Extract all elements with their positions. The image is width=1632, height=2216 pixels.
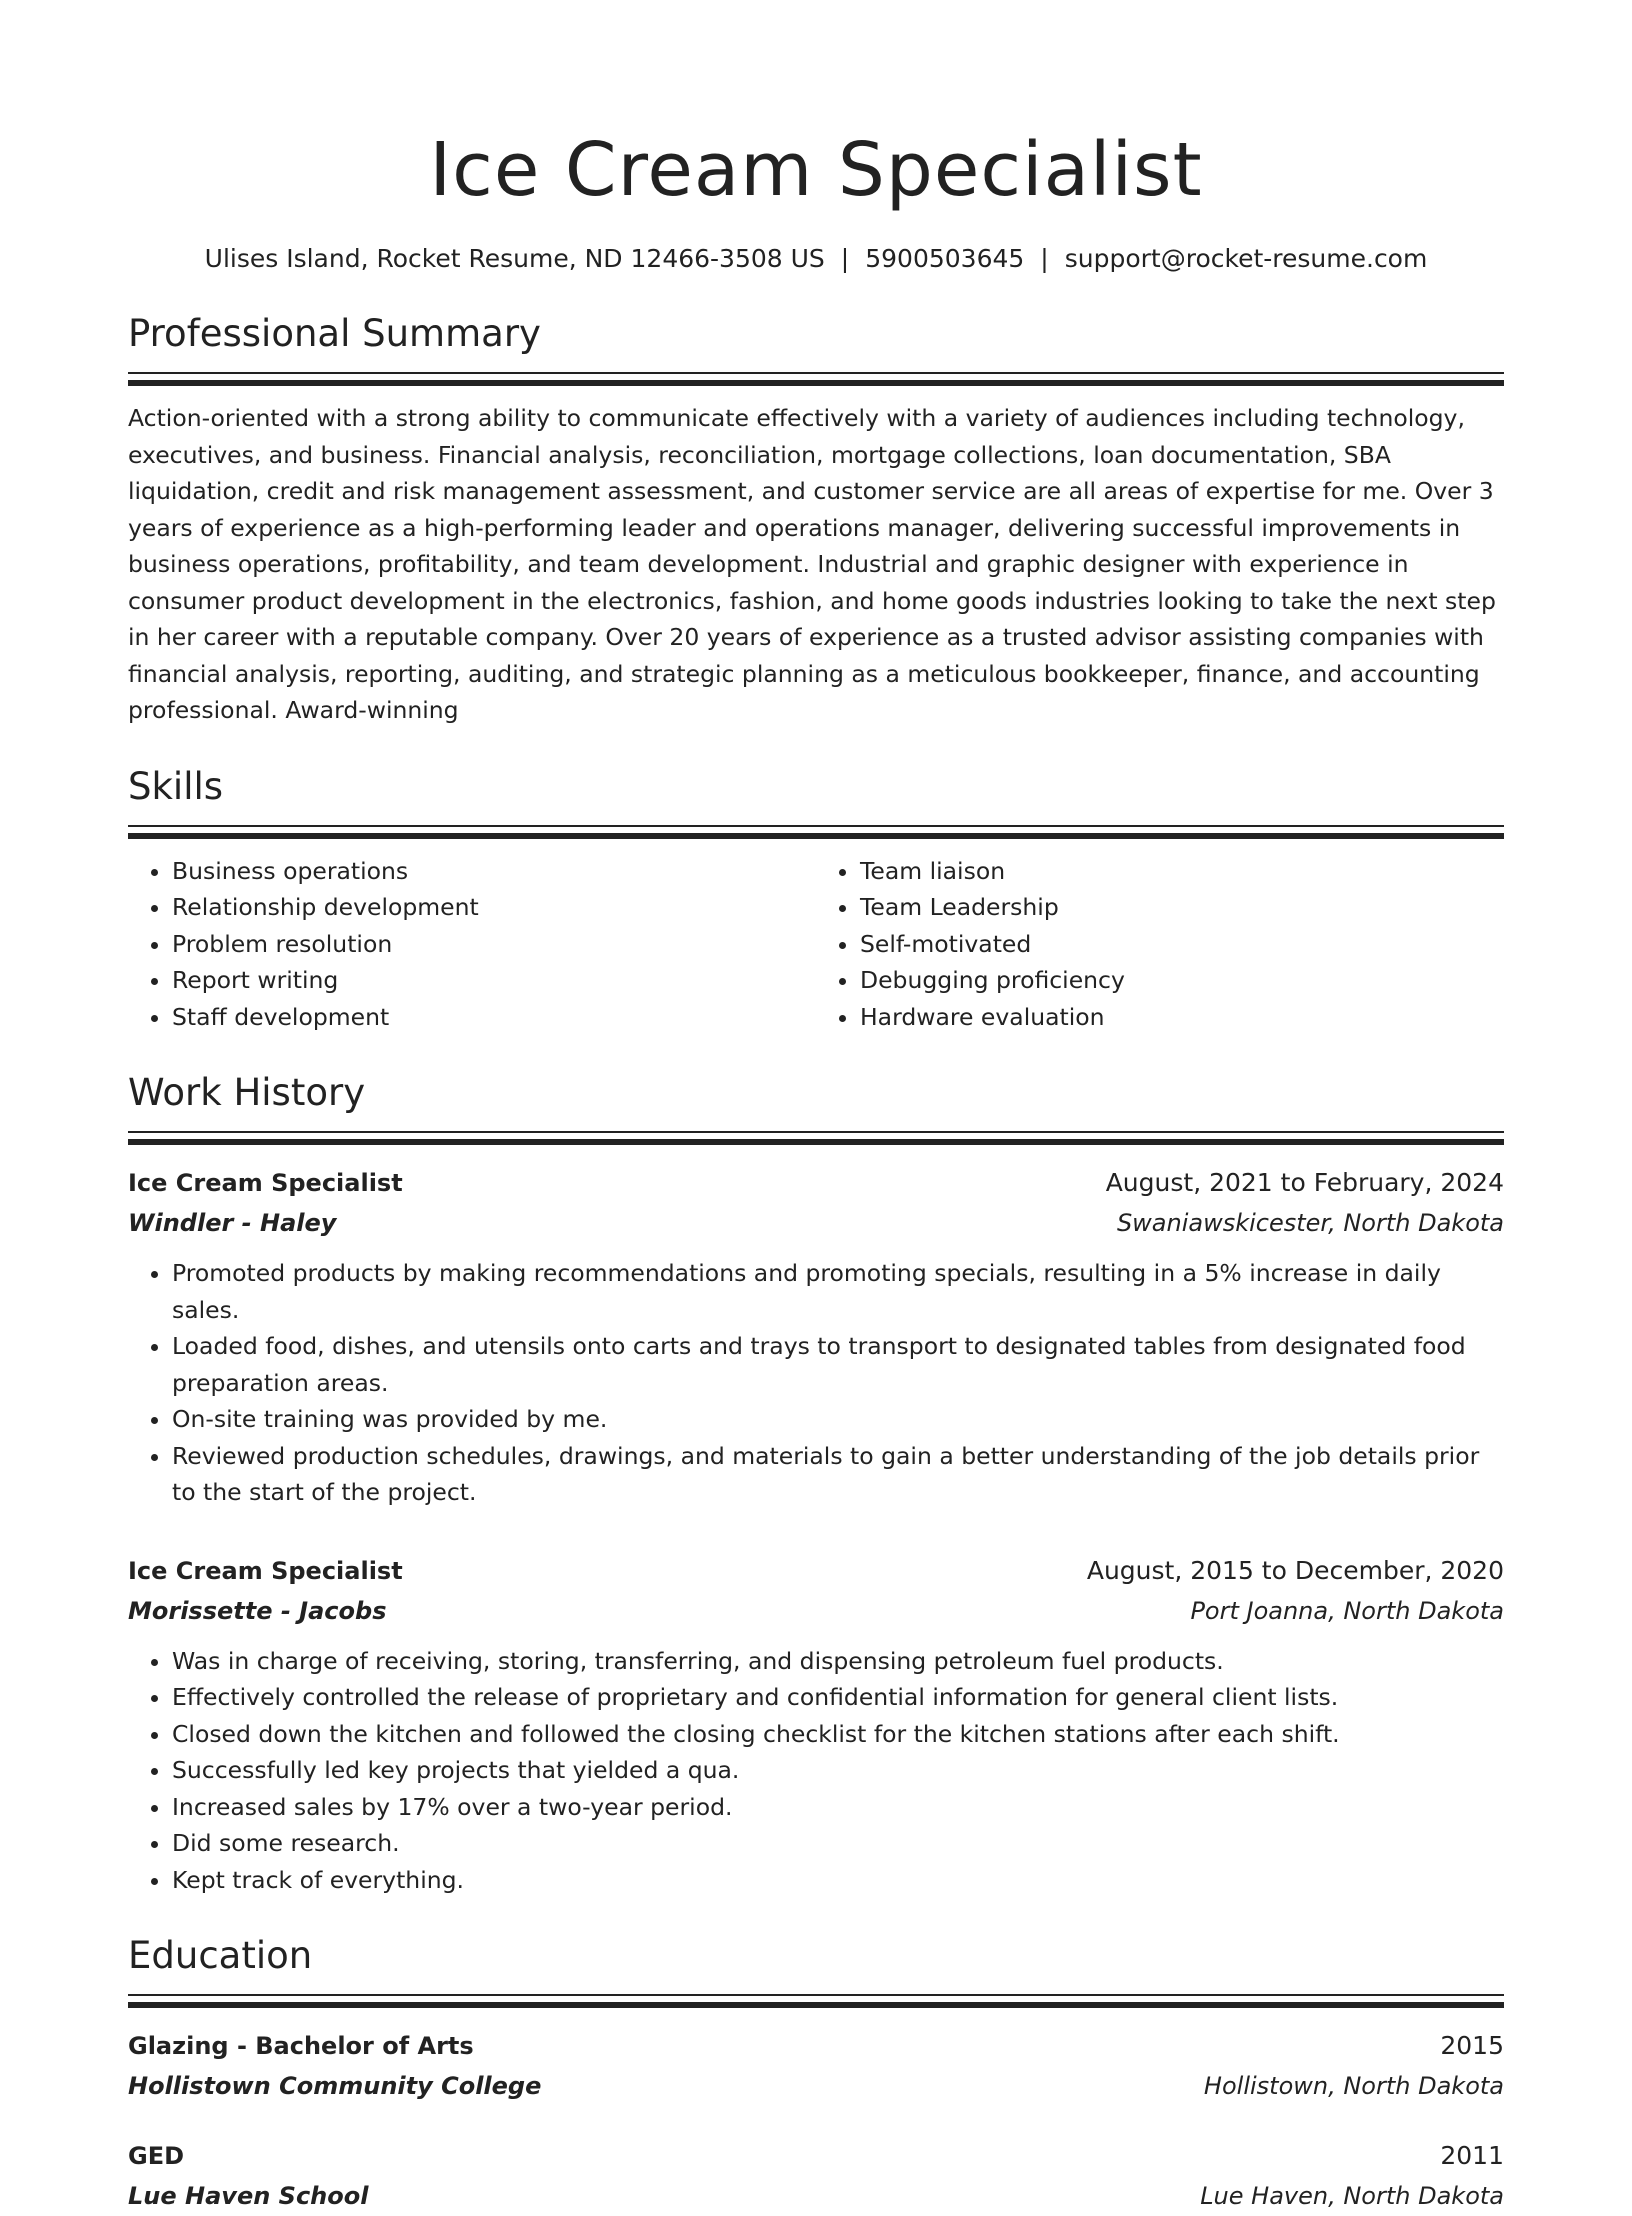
skill-item: • Problem resolution: [172, 926, 816, 963]
section-title-work: Work History: [128, 1071, 366, 1114]
skills-column-right: [816, 853, 1504, 1036]
contact-line: [128, 242, 1504, 276]
job-bullet: • Loaded food, dishes, and utensils onto carts and trays to transport to designated tables from designated food preparation areas.: [172, 1328, 1504, 1401]
section-divider: [128, 1994, 1504, 2008]
contact-separator: |: [840, 244, 850, 273]
section-title-education: Education: [128, 1934, 313, 1977]
skill-item: • Report writing: [172, 962, 816, 999]
section-divider: [128, 372, 1504, 386]
job-subheader: [128, 1203, 1504, 1243]
job-bullet: • On-site training was provided by me.: [172, 1401, 1504, 1438]
job-bullet: • Increased sales by 17% over a two-year period.: [172, 1789, 1504, 1826]
skill-item: • Staff development: [172, 999, 816, 1036]
education-header: [128, 2136, 1504, 2176]
education-year: 2015: [1440, 2031, 1504, 2060]
summary-text: Action-oriented with a strong ability to communicate effectively with a variety of audiences including technology, executives, and business. Financial analysis, reconciliation, mortgage collections, loan documentation, SBA liquidation, credit and risk management assessment, and customer service are all areas of expertise for me. Over 3 years of experience as a high-performing leader and operations manager, delivering successful improvements in business operations, profitability, and team development. Industrial and graphic designer with experience in consumer product development in the electronics, fashion, and home goods industries looking to take the next step in her career with a reputable company. Over 20 years of experience as a trusted advisor assisting companies with financial analysis, reporting, auditing, and strategic planning as a meticulous bookkeeper, finance, and accounting professional. Award-winning: [128, 404, 1496, 724]
skill-item: • Hardware evaluation: [860, 999, 1504, 1036]
job-location: Port Joanna, North Dakota: [1190, 1596, 1504, 1625]
job-bullet: • Closed down the kitchen and followed the closing checklist for the kitchen stations after each shift.: [172, 1716, 1504, 1753]
section-divider: [128, 1131, 1504, 1145]
job-bullet: • Did some research.: [172, 1825, 1504, 1862]
education-location: Hollistown, North Dakota: [1203, 2072, 1504, 2100]
job-company: Morissette - Jacobs: [128, 1596, 387, 1625]
resume-page: [128, 120, 1504, 2216]
job-entry: [128, 1163, 1504, 1511]
skills-section: [128, 763, 1504, 1036]
section-title-skills: Skills: [128, 764, 224, 808]
resume-name: Ice Cream Specialist: [429, 127, 1203, 213]
education-entry: [128, 2026, 1504, 2106]
education-header: [128, 2026, 1504, 2066]
job-subheader: [128, 1591, 1504, 1631]
job-bullet: • Effectively controlled the release of proprietary and confidential information for general client lists.: [172, 1679, 1504, 1716]
education-degree: Glazing - Bachelor of Arts: [128, 2032, 474, 2060]
skill-item: • Self-motivated: [860, 926, 1504, 963]
contact-phone: 5900503645: [865, 244, 1025, 273]
job-header: [128, 1163, 1504, 1203]
job-title: Ice Cream Specialist: [128, 1556, 403, 1585]
job-entry: [128, 1551, 1504, 1899]
education-location: Lue Haven, North Dakota: [1200, 2182, 1504, 2210]
work-section: [128, 1069, 1504, 1898]
skill-item: • Relationship development: [172, 889, 816, 926]
job-location: Swaniawskicester, North Dakota: [1116, 1209, 1504, 1237]
contact-separator: |: [1040, 244, 1049, 273]
education-entry: [128, 2136, 1504, 2216]
education-subheader: [128, 2176, 1504, 2216]
job-bullets: [128, 1255, 1504, 1511]
skills-column-left: [128, 853, 816, 1036]
job-header: [128, 1551, 1504, 1591]
job-title: Ice Cream Specialist: [128, 1169, 403, 1197]
section-title-summary: Professional Summary: [128, 312, 541, 355]
job-bullet: • Reviewed production schedules, drawings, and materials to gain a better understanding of the job details prior to the start of the project.: [172, 1438, 1504, 1511]
job-company: Windler - Haley: [128, 1209, 337, 1237]
skill-item: • Business operations: [172, 853, 816, 890]
education-degree: GED: [128, 2142, 185, 2170]
skills-columns: [128, 853, 1504, 1036]
education-school: Hollistown Community College: [128, 2072, 542, 2100]
education-year: 2011: [1440, 2141, 1504, 2170]
job-bullet: • Successfully led key projects that yielded a qua.: [172, 1752, 1504, 1789]
job-bullet: • Was in charge of receiving, storing, transferring, and dispensing petroleum fuel products.: [172, 1643, 1504, 1680]
education-school: Lue Haven School: [128, 2182, 369, 2210]
skill-item: • Team liaison: [860, 853, 1504, 890]
skill-item: • Team Leadership: [860, 889, 1504, 926]
contact-address: Ulises Island, Rocket Resume, ND 12466-3508 US: [204, 244, 825, 273]
section-divider: [128, 825, 1504, 839]
education-subheader: [128, 2066, 1504, 2106]
job-bullets: [128, 1643, 1504, 1899]
job-dates: August, 2015 to December, 2020: [1086, 1555, 1504, 1585]
job-bullet: • Kept track of everything.: [172, 1862, 1504, 1899]
skill-item: • Debugging proficiency: [860, 962, 1504, 999]
summary-section: [128, 310, 1504, 729]
contact-email: support@rocket-resume.com: [1064, 244, 1428, 273]
education-section: [128, 1932, 1504, 2216]
job-dates: August, 2021 to February, 2024: [1105, 1168, 1504, 1197]
job-bullet: • Promoted products by making recommendations and promoting specials, resulting in a 5% increase in daily sales.: [172, 1255, 1504, 1328]
